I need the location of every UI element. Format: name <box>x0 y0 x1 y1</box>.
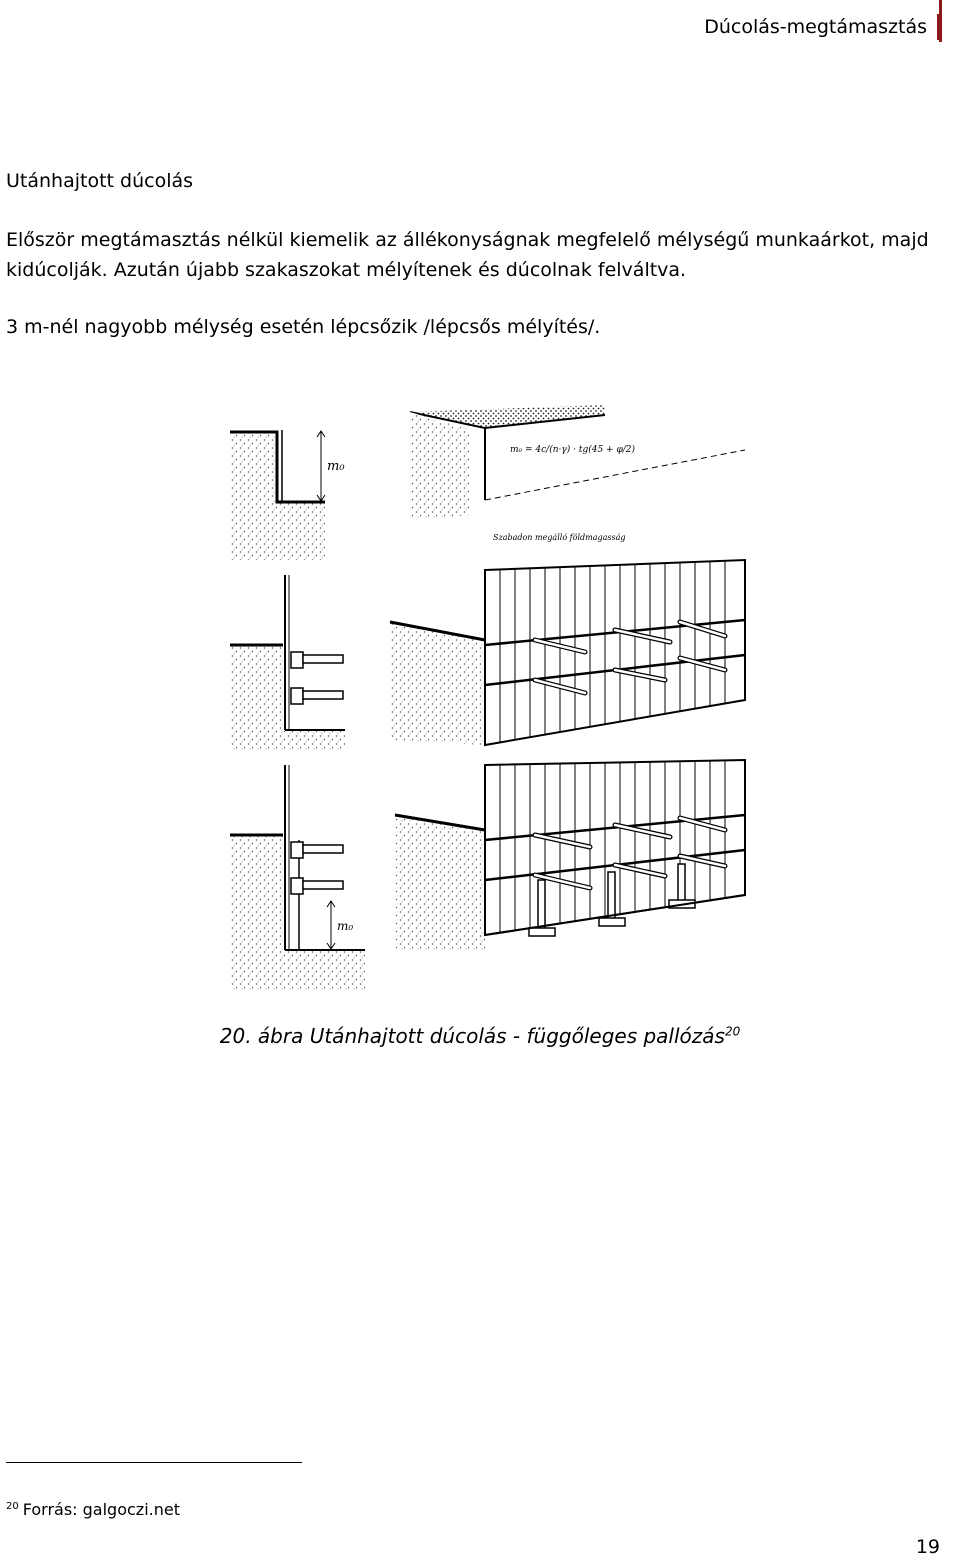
running-header: Dúcolás-megtámasztás <box>704 14 940 40</box>
label-m0-top: m₀ <box>327 459 345 474</box>
row-3-section-view <box>230 765 365 990</box>
row-1-perspective-view <box>410 405 745 542</box>
row-2-section-view <box>230 575 345 750</box>
row-1-section-view <box>230 430 345 560</box>
footnote-ref: 20 <box>6 1500 19 1512</box>
row-2-perspective-view <box>390 560 745 745</box>
figure-caption-text: 20. ábra Utánhajtott dúcolás - függőleges pallózás <box>219 1024 725 1048</box>
figure-caption <box>0 1024 960 1048</box>
label-free-height: Szabadon megálló földmagasság <box>493 533 626 542</box>
label-m0-bottom: m₀ <box>337 919 354 933</box>
footnote-separator <box>6 1462 302 1463</box>
paragraph-1: Először megtámasztás nélkül kiemelik az állékonyságnak megfelelő mélységű munkaárkot, majd kidúcolják. Azután újabb szakaszokat mélyítenek és dúcolnak felváltva. <box>6 229 929 281</box>
footnote-text: Forrás: galgoczi.net <box>22 1500 180 1519</box>
paragraph-2: 3 m-nél nagyobb mélység esetén lépcsőzik /lépcsős mélyítés/. <box>6 316 601 338</box>
page-number: 19 <box>915 1536 940 1558</box>
section-title: Utánhajtott dúcolás <box>6 170 194 192</box>
label-formula: m₀ = 4c/(n·γ) · tg(45 + φ/2) <box>510 445 636 455</box>
row-3-perspective-view <box>395 760 745 950</box>
footnote <box>6 1500 180 1519</box>
figure-caption-ref: 20 <box>724 1024 741 1039</box>
figure-illustration <box>215 390 760 1000</box>
